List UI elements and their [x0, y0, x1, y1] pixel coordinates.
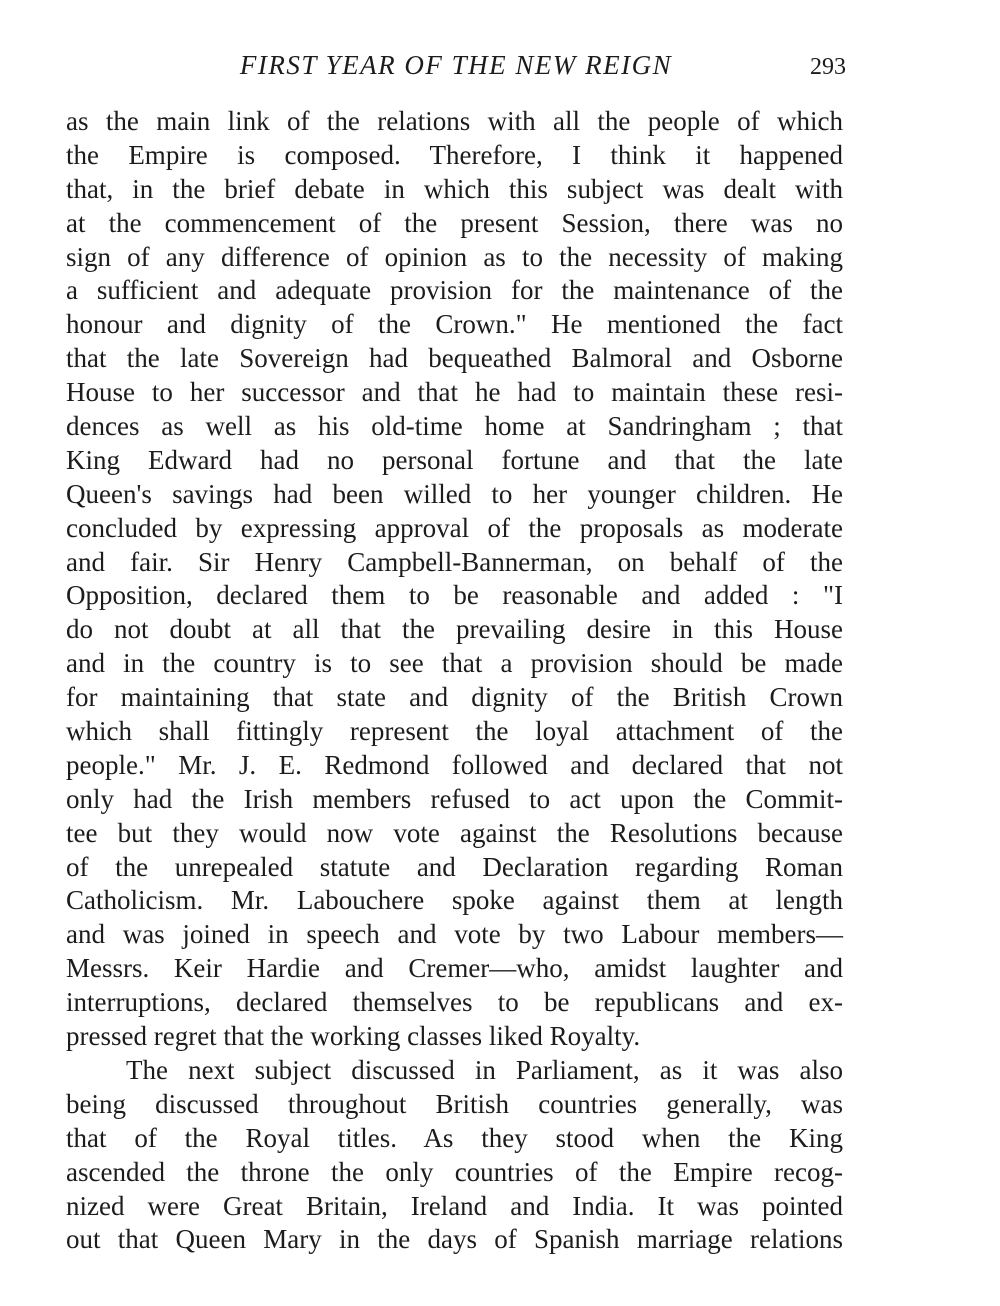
page-number: 293 — [810, 54, 846, 80]
text-line: Queen's savings had been willed to her younger children. He — [66, 478, 843, 509]
text-line: out that Queen Mary in the days of Spanish marriage relations — [66, 1224, 843, 1255]
page-header — [66, 50, 846, 84]
text-line: a sufficient and adequate provision for the maintenance of the — [66, 275, 843, 306]
text-line: House to her successor and that he had to maintain these resi- — [66, 377, 843, 408]
text-line: nized were Great Britain, Ireland and India. It was pointed — [66, 1190, 843, 1221]
text-line: Opposition, declared them to be reasonable and added : "I — [66, 580, 843, 611]
text-line: sign of any difference of opinion as to the necessity of making — [66, 241, 843, 272]
text-line: tee but they would now vote against the Resolutions because — [66, 817, 843, 848]
text-line: honour and dignity of the Crown." He mentioned the fact — [66, 309, 843, 340]
text-line: Messrs. Keir Hardie and Cremer—who, amidst laughter and — [66, 953, 843, 984]
text-line: that the late Sovereign had bequeathed Balmoral and Osborne — [66, 343, 843, 374]
text-line: as the main link of the relations with all the people of which — [66, 106, 843, 136]
paragraph-first-line: The next subject discussed in Parliament, as it was also — [126, 1054, 843, 1085]
text-line: King Edward had no personal fortune and that the late — [66, 444, 843, 475]
text-line: do not doubt at all that the prevailing desire in this House — [66, 614, 843, 645]
text-line: that of the Royal titles. As they stood when the King — [66, 1122, 843, 1153]
text-line: people." Mr. J. E. Redmond followed and declared that not — [66, 749, 843, 780]
text-line: at the commencement of the present Session, there was no — [66, 207, 843, 238]
body-text — [66, 105, 843, 1257]
text-line: interruptions, declared themselves to be republicans and ex- — [66, 987, 843, 1018]
text-line: and was joined in speech and vote by two Labour members— — [66, 919, 843, 950]
text-line: only had the Irish members refused to act upon the Commit- — [66, 783, 843, 814]
text-line: concluded by expressing approval of the proposals as moderate — [66, 512, 843, 543]
text-line: of the unrepealed statute and Declaration regarding Roman — [66, 851, 843, 882]
text-line: ascended the throne the only countries of the Empire recog- — [66, 1156, 843, 1187]
text-line: dences as well as his old-time home at Sandringham ; that — [66, 411, 843, 442]
text-line: which shall fittingly represent the loyal attachment of the — [66, 716, 843, 747]
text-line: that, in the brief debate in which this subject was dealt with — [66, 173, 843, 204]
text-line: and in the country is to see that a provision should be made — [66, 648, 843, 679]
running-title: FIRST YEAR OF THE NEW REIGN — [239, 50, 673, 80]
paragraph-last-line: pressed regret that the working classes liked Royalty. — [66, 1021, 641, 1052]
text-line: for maintaining that state and dignity of the British Crown — [66, 682, 843, 713]
text-line: the Empire is composed. Therefore, I think it happened — [66, 139, 843, 170]
text-line: being discussed throughout British countries generally, was — [66, 1088, 843, 1119]
text-line: Catholicism. Mr. Labouchere spoke against them at length — [66, 885, 843, 916]
text-line: and fair. Sir Henry Campbell-Bannerman, on behalf of the — [66, 546, 843, 577]
